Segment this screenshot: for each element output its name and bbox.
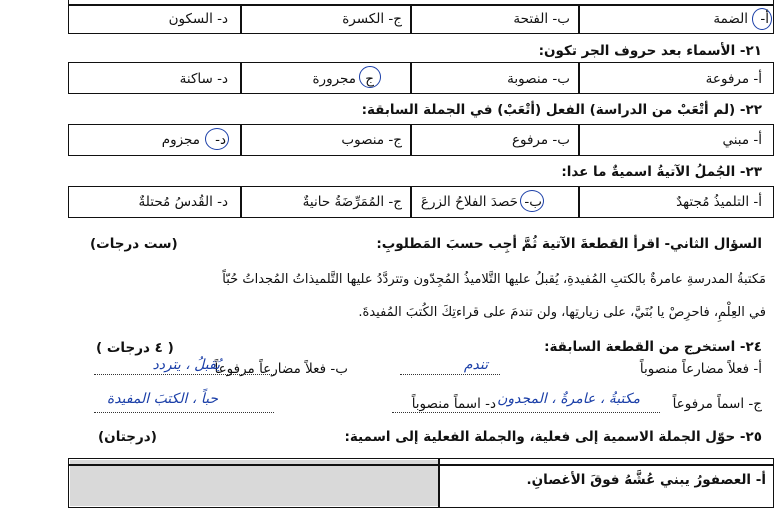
q21-option-d: د- ساكنة bbox=[179, 71, 228, 87]
q20-option-a: الضمة bbox=[713, 11, 748, 27]
q25-table-shaded-cell bbox=[70, 460, 438, 506]
q23-divider-3 bbox=[578, 186, 580, 218]
q24-c-label: ج- اسماً مرفوعاً bbox=[672, 396, 762, 412]
q23-option-d: د- القُدسُ مُحتلةٌ bbox=[138, 194, 228, 210]
q25-option-a: أ- العصفورُ يبني عُشَّهُ فوقَ الأغصانِ. bbox=[526, 472, 766, 488]
q24-b-answer: يُقبلُ ، يتردد bbox=[152, 357, 220, 373]
passage-line-1: مَكتبةُ المدرسةِ عامرةٌ بالكتبِ المُفيدةِ، يُقبلُ عليها التَّلاميذُ المُجِدّون وتتردَّدُ عليها التَّلميذاتُ المُجداتُ حُبّاً bbox=[222, 272, 766, 287]
q20-option-c: ج- الكسرة bbox=[342, 11, 402, 27]
q25-stem: ٢٥- حوّل الجملة الاسمية إلى فعلية، والجملة الفعلية إلى اسمية: bbox=[344, 429, 762, 445]
q20-divider-3 bbox=[578, 4, 580, 34]
section2-marks: (ست درجات) bbox=[90, 236, 178, 252]
q24-d-answer-line bbox=[94, 412, 274, 413]
q24-d-answer: حباً ، الكتبَ المفيدة bbox=[106, 391, 218, 407]
q23-option-b-letter: ب- bbox=[524, 194, 542, 210]
q22-divider-3 bbox=[578, 124, 580, 156]
q24-b-label: ب- فعلاً مضارعاً مرفوعاً bbox=[214, 361, 348, 377]
q20-option-a-letter: أ- bbox=[760, 11, 769, 27]
q21-option-b: ب- منصوبة bbox=[507, 71, 570, 87]
q20-option-d: د- السكون bbox=[168, 11, 228, 27]
q23-option-b: حَصدَ الفلاحُ الزرعَ bbox=[420, 194, 518, 210]
q21-divider-2 bbox=[410, 62, 412, 94]
q24-marks: ( ٤ درجات ) bbox=[96, 340, 174, 356]
q23-divider-2 bbox=[410, 186, 412, 218]
q24-c-answer: مكتبةُ ، عامرةٌ ، المجدون bbox=[497, 391, 640, 407]
q22-option-d-letter: د- bbox=[215, 132, 226, 148]
q23-divider-1 bbox=[240, 186, 242, 218]
q24-a-answer: تندم bbox=[463, 357, 488, 373]
q22-option-c: ج- منصوب bbox=[341, 132, 402, 148]
q21-option-c: مجرورة bbox=[312, 71, 356, 87]
q25-table-inner-rule bbox=[68, 464, 774, 466]
q22-stem: ٢٢- (لم أتْعَبْ من الدراسة) الفعل (أتْعَبْ) في الجملة السابقة: bbox=[361, 102, 762, 118]
q21-stem: ٢١- الأسماء بعد حروف الجر تكون: bbox=[538, 43, 762, 59]
passage-line-2: في العِلْمِ، فاحرِصْ يا بُنَيَّ، على زيارتِها، ولن تندمَ على قراءتِكَ الكُتبَ المُفيدةَ. bbox=[358, 305, 766, 320]
q25-table-divider bbox=[438, 458, 440, 508]
q20-divider-2 bbox=[410, 4, 412, 34]
q22-divider-2 bbox=[410, 124, 412, 156]
section2-title: السؤال الثاني- اقرأ القطعةَ الآتية ثُمَّ أجِب حسبَ المَطلوبِ: bbox=[376, 236, 762, 252]
q22-option-a: أ- مبني bbox=[722, 132, 762, 148]
q24-b-answer-line bbox=[94, 374, 274, 375]
q24-c-answer-line bbox=[392, 412, 660, 413]
q24-stem: ٢٤- استخرج من القطعة السابقة: bbox=[544, 339, 762, 355]
q25-marks: (درجتان) bbox=[98, 429, 157, 445]
q22-divider-1 bbox=[240, 124, 242, 156]
q21-divider-3 bbox=[578, 62, 580, 94]
q21-divider-1 bbox=[240, 62, 242, 94]
q20-divider-1 bbox=[240, 4, 242, 34]
q24-d-label: د- اسماً منصوباً bbox=[411, 396, 496, 412]
q20-top-rule bbox=[68, 4, 774, 6]
q22-option-d: مجزوم bbox=[161, 132, 200, 148]
q24-a-answer-line bbox=[400, 374, 500, 375]
q23-stem: ٢٣- الجُملُ الآتيةُ اسميةٌ ما عدا: bbox=[561, 164, 762, 180]
q21-option-a: أ- مرفوعة bbox=[705, 71, 762, 87]
q21-option-c-letter: ج bbox=[365, 71, 374, 87]
q22-option-b: ب- مرفوع bbox=[511, 132, 570, 148]
q24-a-label: أ- فعلاً مضارعاً منصوباً bbox=[639, 361, 762, 377]
q21-options-box bbox=[68, 62, 774, 94]
q23-option-c: ج- المُمَرِّضَةُ حانيةٌ bbox=[302, 194, 402, 210]
q20-option-b: ب- الفتحة bbox=[513, 11, 570, 27]
q23-option-a: أ- التلميذُ مُجتهدٌ bbox=[676, 194, 762, 210]
